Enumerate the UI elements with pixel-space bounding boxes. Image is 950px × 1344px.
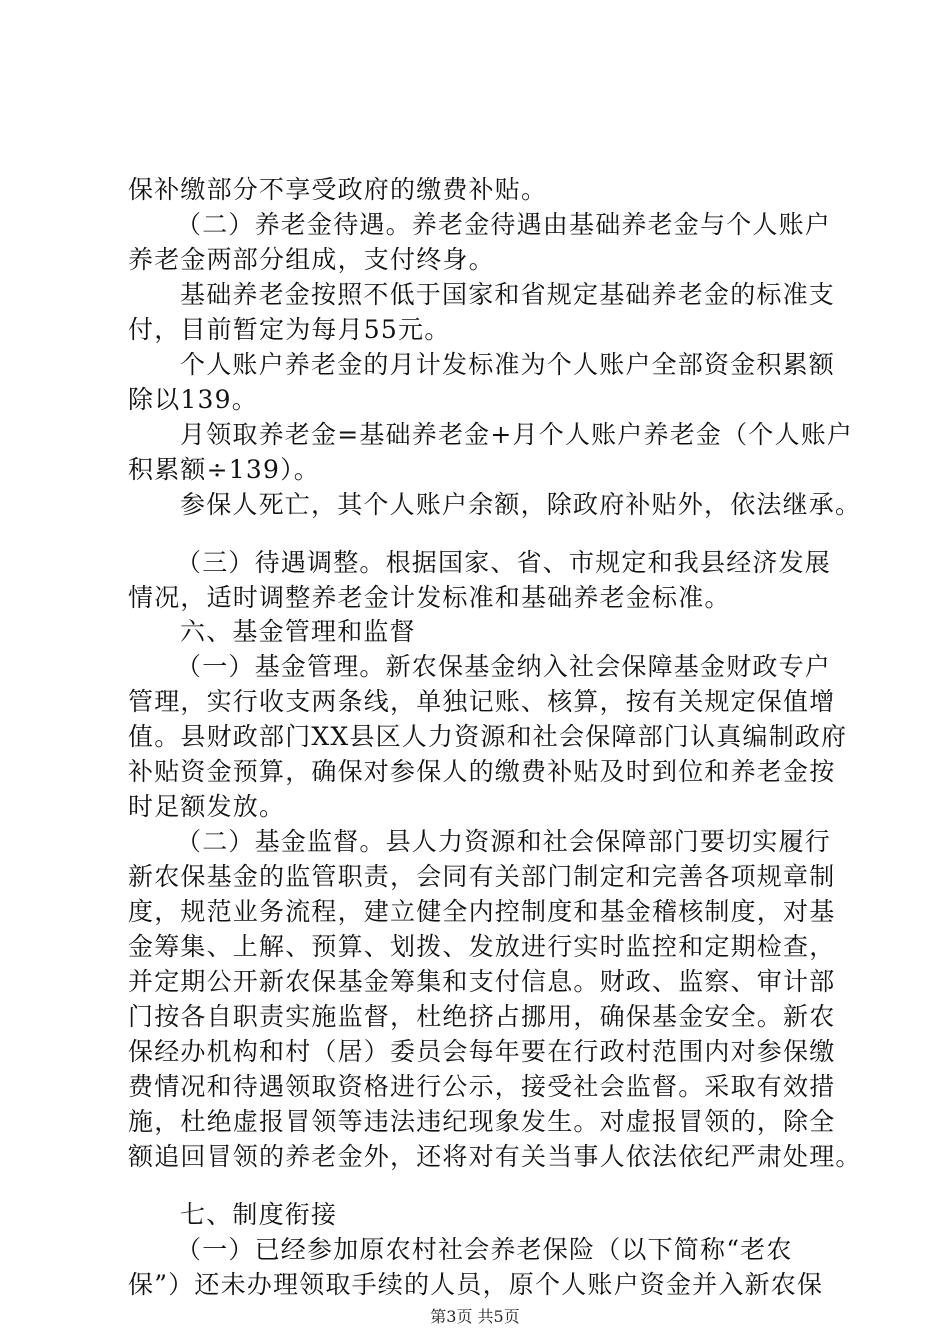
- text-line: 新农保基金的监管职责，会同有关部门制定和完善各项规章制: [128, 862, 836, 891]
- text-line: 保补缴部分不享受政府的缴费补贴。: [128, 175, 548, 204]
- text-line: 值。县财政部门XX县区人力资源和社会保障部门认真编制政府: [128, 722, 848, 751]
- text-line: 并定期公开新农保基金筹集和支付信息。财政、监察、审计部: [128, 967, 836, 996]
- text-line: 情况，适时调整养老金计发标准和基础养老金标准。: [128, 583, 731, 612]
- text-line: 个人账户养老金的月计发标准为个人账户全部资金积累额: [180, 350, 836, 379]
- section-heading: 七、制度衔接: [180, 1200, 338, 1229]
- text-line: （三）待遇调整。根据国家、省、市规定和我县经济发展: [176, 548, 832, 577]
- text-line: 管理，实行收支两条线，单独记账、核算，按有关规定保值增: [128, 687, 836, 716]
- text-line: 施，杜绝虚报冒领等违法违纪现象发生。对虚报冒领的，除全: [128, 1107, 836, 1136]
- text-line: 补贴资金预算，确保对参保人的缴费补贴及时到位和养老金按: [128, 757, 836, 786]
- text-line: 除以139。: [128, 385, 258, 414]
- text-line: （一）基金管理。新农保基金纳入社会保障基金财政专户: [176, 652, 832, 681]
- text-line: 门按各自职责实施监督，杜绝挤占挪用，确保基金安全。新农: [128, 1002, 836, 1031]
- text-line: 费情况和待遇领取资格进行公示，接受社会监督。采取有效措: [128, 1072, 836, 1101]
- text-line: 基础养老金按照不低于国家和省规定基础养老金的标准支: [180, 280, 836, 309]
- text-line: 月领取养老金=基础养老金+月个人账户养老金（个人账户: [180, 420, 854, 449]
- text-line: 额追回冒领的养老金外，还将对有关当事人依法依纪严肃处理。: [128, 1142, 862, 1171]
- page-footer: 第3页 共5页: [430, 1307, 520, 1326]
- section-heading: 六、基金管理和监督: [180, 617, 416, 646]
- text-line: 金筹集、上解、预算、划拨、发放进行实时监控和定期检查，: [128, 932, 836, 961]
- text-line: 参保人死亡，其个人账户余额，除政府补贴外，依法继承。: [180, 490, 862, 519]
- text-line: 度，规范业务流程，建立健全内控制度和基金稽核制度，对基: [128, 897, 836, 926]
- text-line: 保”）还未办理领取手续的人员，原个人账户资金并入新农保: [128, 1270, 824, 1299]
- text-line: 养老金两部分组成，支付终身。: [128, 245, 495, 274]
- text-line: 积累额÷139）。: [128, 455, 320, 484]
- text-line: 保经办机构和村（居）委员会每年要在行政村范围内对参保缴: [128, 1037, 836, 1066]
- text-line: （二）基金监督。县人力资源和社会保障部门要切实履行: [176, 827, 832, 856]
- text-line: 付，目前暂定为每月55元。: [128, 315, 451, 344]
- text-line: 时足额发放。: [128, 792, 286, 821]
- text-line: （二）养老金待遇。养老金待遇由基础养老金与个人账户: [176, 210, 832, 239]
- text-line: （一）已经参加原农村社会养老保险（以下简称“老农: [176, 1235, 793, 1264]
